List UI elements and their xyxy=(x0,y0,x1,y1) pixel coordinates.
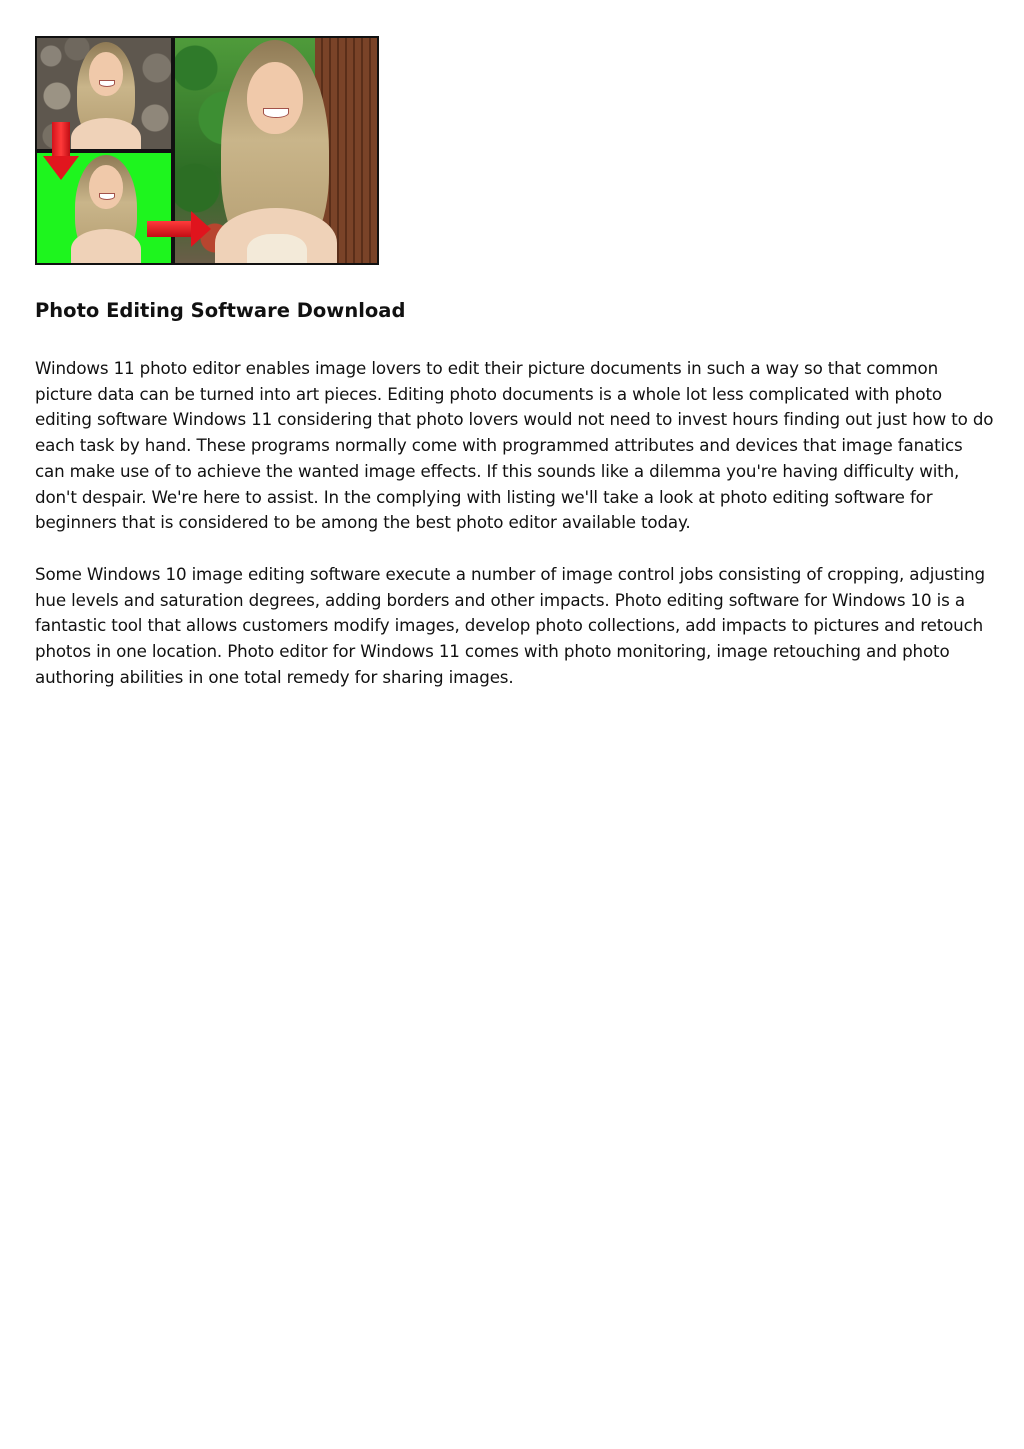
photo-collage-image xyxy=(35,36,379,265)
red-down-arrow-head-icon xyxy=(43,156,79,180)
article-paragraph: Windows 11 photo editor enables image lovers to edit their picture documents in such a way so that common picture data can be turned into art pieces. Editing photo documents is a whole lot less complicated with photo editing software Windows 11 considering that photo lovers would not need to invest hours finding out just how to do each task by hand. These programs normally come with programmed attributes and devices that image fanatics can make use of to achieve the wanted image effects. If this sounds like a dilemma you're having difficulty with, don't despair. We're here to assist. In the complying with listing we'll take a look at photo editing software for beginners that is considered to be among the best photo editor available today. xyxy=(35,358,994,533)
red-right-arrow-head-icon xyxy=(191,211,211,247)
article xyxy=(35,36,995,690)
article-paragraph: Some Windows 10 image editing software execute a number of image control jobs consisting of cropping, adjusting hue levels and saturation degrees, adding borders and other impacts. Photo editing software for Windows 10 is a fantastic tool that allows customers modify images, develop photo collections, add impacts to pictures and retouch photos in one location. Photo editor for Windows 11 comes with photo monitoring, image retouching and photo authoring abilities in one total remedy for sharing images. xyxy=(35,563,985,687)
red-right-arrow-icon xyxy=(147,221,193,237)
article-heading: Photo Editing Software Download xyxy=(35,299,406,322)
